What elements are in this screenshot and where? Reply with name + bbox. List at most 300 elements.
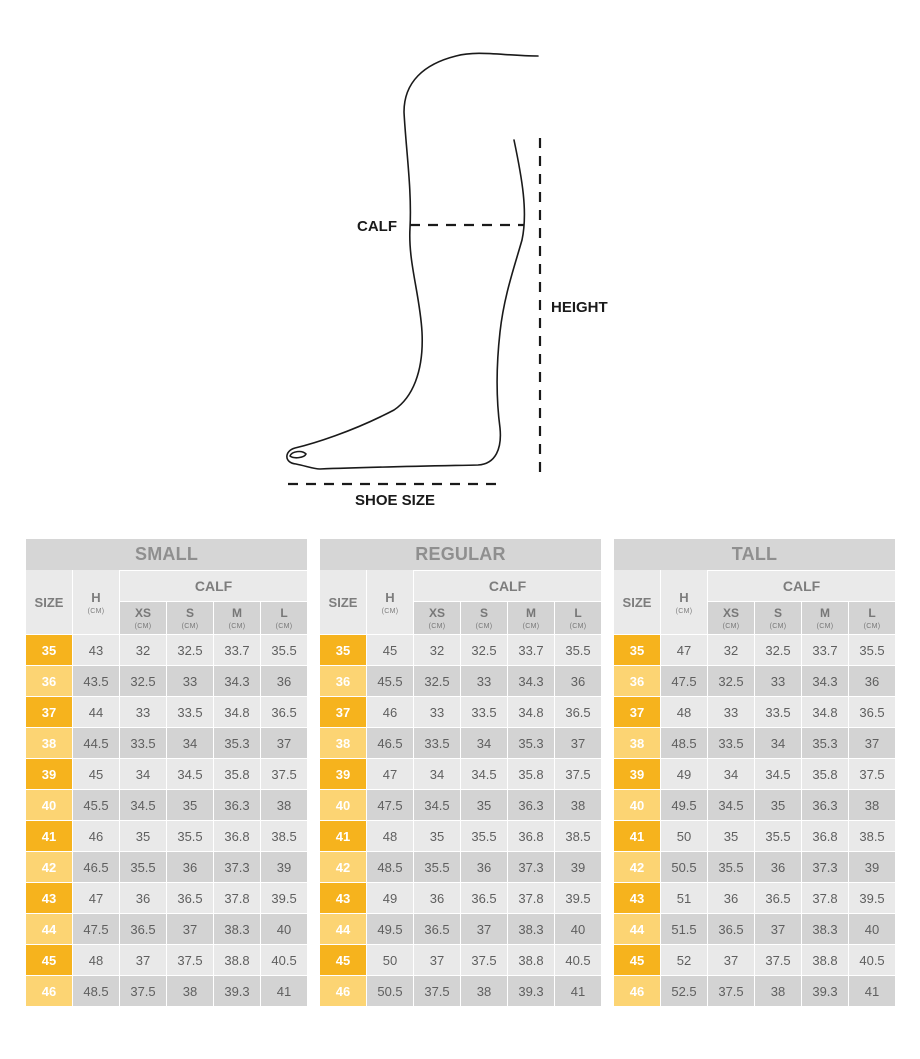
calf-cell: 36 [120,882,166,913]
height-cell: 49 [367,882,413,913]
calf-cell: 37.5 [167,944,213,975]
calf-cell: 36.5 [261,696,307,727]
height-cell: 48.5 [73,975,119,1006]
calf-cell: 35.5 [555,634,601,665]
size-cell: 43 [26,882,72,913]
height-cell: 45.5 [73,789,119,820]
size-cell: 39 [320,758,366,789]
calf-unit-label: (CM) [722,623,740,631]
calf-cell: 37.3 [508,851,554,882]
calf-cell: 34.5 [708,789,754,820]
calf-cell: 34 [708,758,754,789]
height-cell: 47.5 [73,913,119,944]
height-cell: 47.5 [367,789,413,820]
calf-cell: 38 [167,975,213,1006]
calf-column-header: CALF [120,570,307,601]
calf-cell: 34 [414,758,460,789]
calf-cell: 39.3 [508,975,554,1006]
size-cell: 39 [26,758,72,789]
calf-column-header: CALF [414,570,601,601]
calf-cell: 34.3 [802,665,848,696]
calf-cell: 32 [414,634,460,665]
height-unit-label: (CM) [87,607,105,615]
height-unit-label: (CM) [675,607,693,615]
table-row [614,820,895,851]
calf-cell: 34.8 [802,696,848,727]
calf-cell: 35.3 [508,727,554,758]
table-title: REGULAR [320,539,601,570]
size-chart-table [319,539,602,1006]
size-cell: 46 [26,975,72,1006]
calf-cell: 36.5 [414,913,460,944]
calf-cell: 32.5 [167,634,213,665]
height-cell: 51.5 [661,913,707,944]
calf-size-header [849,601,895,634]
calf-cell: 37.5 [849,758,895,789]
calf-cell: 40.5 [849,944,895,975]
calf-unit-label: (CM) [863,623,881,631]
table-row [26,727,307,758]
calf-cell: 38.8 [802,944,848,975]
calf-cell: 33.5 [120,727,166,758]
calf-cell: 40 [849,913,895,944]
size-cell: 42 [320,851,366,882]
calf-cell: 37 [261,727,307,758]
calf-unit-label: (CM) [428,623,446,631]
calf-cell: 40 [555,913,601,944]
table-row [320,882,601,913]
table-row [26,851,307,882]
table-row [320,789,601,820]
calf-cell: 35.5 [461,820,507,851]
calf-cell: 36 [555,665,601,696]
table-row [320,913,601,944]
size-cell: 42 [614,851,660,882]
table-row [320,975,601,1006]
height-cell: 49.5 [661,789,707,820]
height-cell: 45.5 [367,665,413,696]
calf-cell: 32 [120,634,166,665]
calf-cell: 32 [708,634,754,665]
height-column-header [661,570,707,634]
calf-cell: 37 [755,913,801,944]
calf-cell: 39.3 [802,975,848,1006]
calf-cell: 34.3 [214,665,260,696]
size-cell: 35 [26,634,72,665]
calf-cell: 35.5 [708,851,754,882]
calf-cell: 41 [555,975,601,1006]
calf-cell: 35 [461,789,507,820]
height-cell: 47.5 [661,665,707,696]
calf-cell: 37.8 [508,882,554,913]
leg-measurement-diagram [0,0,920,520]
table-row [614,913,895,944]
height-cell: 50.5 [661,851,707,882]
height-cell: 49.5 [367,913,413,944]
height-column-header [367,570,413,634]
calf-cell: 33.7 [508,634,554,665]
calf-cell: 36.5 [167,882,213,913]
calf-cell: 36.3 [802,789,848,820]
height-cell: 44 [73,696,119,727]
calf-cell: 39.5 [555,882,601,913]
table-row [320,758,601,789]
size-cell: 45 [26,944,72,975]
size-cell: 46 [614,975,660,1006]
size-cell: 41 [26,820,72,851]
calf-size-label: L [280,606,288,621]
calf-cell: 33 [414,696,460,727]
calf-cell: 38.5 [261,820,307,851]
calf-cell: 36.5 [120,913,166,944]
size-cell: 41 [320,820,366,851]
calf-cell: 38.8 [508,944,554,975]
table-row [320,665,601,696]
calf-cell: 37.5 [414,975,460,1006]
height-cell: 52.5 [661,975,707,1006]
size-cell: 38 [320,727,366,758]
size-cell: 46 [320,975,366,1006]
size-cell: 37 [320,696,366,727]
calf-cell: 34.8 [508,696,554,727]
calf-cell: 38 [555,789,601,820]
size-table-small [26,539,307,1006]
table-row [614,727,895,758]
table-row [320,851,601,882]
calf-size-header [414,601,460,634]
calf-cell: 37.8 [802,882,848,913]
calf-size-header [167,601,213,634]
height-cell: 46.5 [367,727,413,758]
size-cell: 37 [614,696,660,727]
table-row [26,975,307,1006]
size-cell: 45 [320,944,366,975]
calf-cell: 36.8 [214,820,260,851]
size-column-header: SIZE [320,570,366,634]
calf-cell: 33 [755,665,801,696]
calf-unit-label: (CM) [228,623,246,631]
calf-size-label: XS [722,606,739,621]
height-cell: 48 [367,820,413,851]
calf-cell: 35 [167,789,213,820]
calf-cell: 39 [849,851,895,882]
table-row [614,634,895,665]
calf-cell: 40 [261,913,307,944]
calf-cell: 33.5 [461,696,507,727]
height-cell: 43.5 [73,665,119,696]
calf-size-label: L [868,606,876,621]
calf-size-label: XS [428,606,445,621]
calf-cell: 38.5 [849,820,895,851]
height-cell: 49 [661,758,707,789]
height-cell: 50.5 [367,975,413,1006]
calf-cell: 41 [261,975,307,1006]
table-row [26,944,307,975]
calf-cell: 33.5 [708,727,754,758]
table-row [26,913,307,944]
calf-cell: 36.3 [508,789,554,820]
calf-size-label: L [574,606,582,621]
calf-cell: 32.5 [755,634,801,665]
calf-cell: 36 [708,882,754,913]
table-row [320,634,601,665]
table-row [320,820,601,851]
calf-unit-label: (CM) [816,623,834,631]
calf-cell: 38.8 [214,944,260,975]
height-cell: 43 [73,634,119,665]
size-cell: 38 [26,727,72,758]
size-cell: 35 [320,634,366,665]
table-row [26,696,307,727]
height-cell: 51 [661,882,707,913]
calf-cell: 37.5 [461,944,507,975]
calf-size-label: S [773,606,782,621]
calf-cell: 32.5 [461,634,507,665]
calf-cell: 35 [755,789,801,820]
calf-cell: 35.5 [167,820,213,851]
calf-cell: 36.5 [555,696,601,727]
table-row [26,634,307,665]
size-cell: 36 [614,665,660,696]
calf-cell: 36 [849,665,895,696]
calf-cell: 38 [461,975,507,1006]
calf-cell: 37.5 [120,975,166,1006]
calf-cell: 38.3 [802,913,848,944]
calf-cell: 34 [755,727,801,758]
calf-cell: 33.7 [802,634,848,665]
calf-size-header [461,601,507,634]
height-header-label: H [679,589,689,605]
calf-cell: 37.3 [214,851,260,882]
calf-cell: 35 [120,820,166,851]
calf-cell: 36.5 [849,696,895,727]
calf-unit-label: (CM) [181,623,199,631]
size-cell: 41 [614,820,660,851]
size-cell: 42 [26,851,72,882]
calf-cell: 37 [120,944,166,975]
height-cell: 45 [73,758,119,789]
calf-unit-label: (CM) [275,623,293,631]
calf-cell: 36.8 [802,820,848,851]
calf-cell: 37 [414,944,460,975]
size-cell: 44 [26,913,72,944]
calf-cell: 33.5 [414,727,460,758]
calf-cell: 33 [708,696,754,727]
size-table-regular [320,539,601,1006]
height-cell: 45 [367,634,413,665]
height-cell: 48.5 [367,851,413,882]
calf-cell: 37 [461,913,507,944]
calf-cell: 37.8 [214,882,260,913]
table-row [614,882,895,913]
size-cell: 35 [614,634,660,665]
height-cell: 48.5 [661,727,707,758]
table-row [320,696,601,727]
height-cell: 47 [661,634,707,665]
size-cell: 40 [614,789,660,820]
table-row [26,665,307,696]
height-label: HEIGHT [551,299,608,316]
calf-cell: 32.5 [708,665,754,696]
calf-cell: 40.5 [555,944,601,975]
size-cell: 43 [320,882,366,913]
table-row [614,975,895,1006]
calf-cell: 36.5 [755,882,801,913]
height-column-header [73,570,119,634]
calf-size-header [508,601,554,634]
toenail-icon [290,452,306,458]
calf-size-header [214,601,260,634]
height-cell: 52 [661,944,707,975]
calf-cell: 37 [555,727,601,758]
calf-cell: 38 [755,975,801,1006]
calf-label: CALF [357,218,397,235]
size-cell: 43 [614,882,660,913]
calf-cell: 37 [849,727,895,758]
table-row [26,789,307,820]
calf-cell: 36.8 [508,820,554,851]
calf-cell: 35.8 [214,758,260,789]
size-cell: 45 [614,944,660,975]
height-unit-label: (CM) [381,607,399,615]
calf-size-header [708,601,754,634]
calf-cell: 34.5 [461,758,507,789]
table-row [614,758,895,789]
shoe-size-label: SHOE SIZE [355,492,436,509]
calf-cell: 38.5 [555,820,601,851]
size-column-header: SIZE [26,570,72,634]
height-cell: 46 [367,696,413,727]
calf-unit-label: (CM) [522,623,540,631]
calf-cell: 34 [461,727,507,758]
calf-cell: 36.5 [708,913,754,944]
calf-cell: 37.5 [755,944,801,975]
calf-cell: 33 [167,665,213,696]
height-header-label: H [385,589,395,605]
size-cell: 39 [614,758,660,789]
height-cell: 46.5 [73,851,119,882]
height-cell: 46 [73,820,119,851]
table-row [614,851,895,882]
height-cell: 48 [661,696,707,727]
calf-cell: 39 [261,851,307,882]
calf-cell: 35 [708,820,754,851]
calf-cell: 38.3 [508,913,554,944]
calf-cell: 40.5 [261,944,307,975]
calf-cell: 34 [167,727,213,758]
height-cell: 47 [367,758,413,789]
table-row [614,665,895,696]
calf-cell: 39.5 [849,882,895,913]
size-cell: 37 [26,696,72,727]
calf-cell: 35.5 [414,851,460,882]
calf-cell: 33.5 [167,696,213,727]
table-row [614,696,895,727]
calf-cell: 33.7 [214,634,260,665]
calf-cell: 36.3 [214,789,260,820]
calf-cell: 37.3 [802,851,848,882]
height-cell: 50 [661,820,707,851]
calf-cell: 39 [555,851,601,882]
height-cell: 48 [73,944,119,975]
calf-cell: 36.5 [461,882,507,913]
calf-cell: 33 [120,696,166,727]
calf-size-header [261,601,307,634]
calf-cell: 35.5 [755,820,801,851]
calf-cell: 34.8 [214,696,260,727]
calf-size-header [802,601,848,634]
height-cell: 44.5 [73,727,119,758]
calf-cell: 36 [755,851,801,882]
table-row [26,820,307,851]
table-row [26,882,307,913]
calf-cell: 33.5 [755,696,801,727]
calf-cell: 36 [414,882,460,913]
size-cell: 36 [320,665,366,696]
size-cell: 40 [26,789,72,820]
calf-size-label: M [820,606,830,621]
size-chart-table [613,539,896,1006]
calf-cell: 35.5 [120,851,166,882]
calf-unit-label: (CM) [769,623,787,631]
calf-cell: 39.3 [214,975,260,1006]
leg-outline-back [287,53,538,469]
calf-cell: 37.5 [261,758,307,789]
calf-cell: 39.5 [261,882,307,913]
size-chart-table [25,539,308,1006]
calf-size-label: S [185,606,194,621]
calf-size-label: M [526,606,536,621]
height-cell: 50 [367,944,413,975]
calf-cell: 35 [414,820,460,851]
calf-cell: 32.5 [414,665,460,696]
calf-cell: 36 [461,851,507,882]
table-row [320,727,601,758]
table-row [614,944,895,975]
calf-cell: 38 [261,789,307,820]
calf-cell: 41 [849,975,895,1006]
size-cell: 44 [614,913,660,944]
calf-size-label: S [479,606,488,621]
calf-column-header: CALF [708,570,895,601]
calf-size-label: M [232,606,242,621]
calf-cell: 36 [167,851,213,882]
calf-cell: 37.5 [555,758,601,789]
calf-size-header [120,601,166,634]
calf-cell: 34.5 [755,758,801,789]
calf-cell: 35.5 [261,634,307,665]
size-column-header: SIZE [614,570,660,634]
table-title: TALL [614,539,895,570]
calf-cell: 35.3 [802,727,848,758]
calf-size-header [555,601,601,634]
size-table-tall [614,539,895,1006]
calf-size-label: XS [134,606,151,621]
size-cell: 44 [320,913,366,944]
calf-cell: 35.3 [214,727,260,758]
calf-cell: 35.5 [849,634,895,665]
calf-unit-label: (CM) [569,623,587,631]
calf-cell: 33 [461,665,507,696]
size-cell: 40 [320,789,366,820]
calf-cell: 34.3 [508,665,554,696]
calf-cell: 37 [167,913,213,944]
calf-size-header [755,601,801,634]
table-row [26,758,307,789]
calf-cell: 34.5 [120,789,166,820]
calf-cell: 37 [708,944,754,975]
height-cell: 47 [73,882,119,913]
